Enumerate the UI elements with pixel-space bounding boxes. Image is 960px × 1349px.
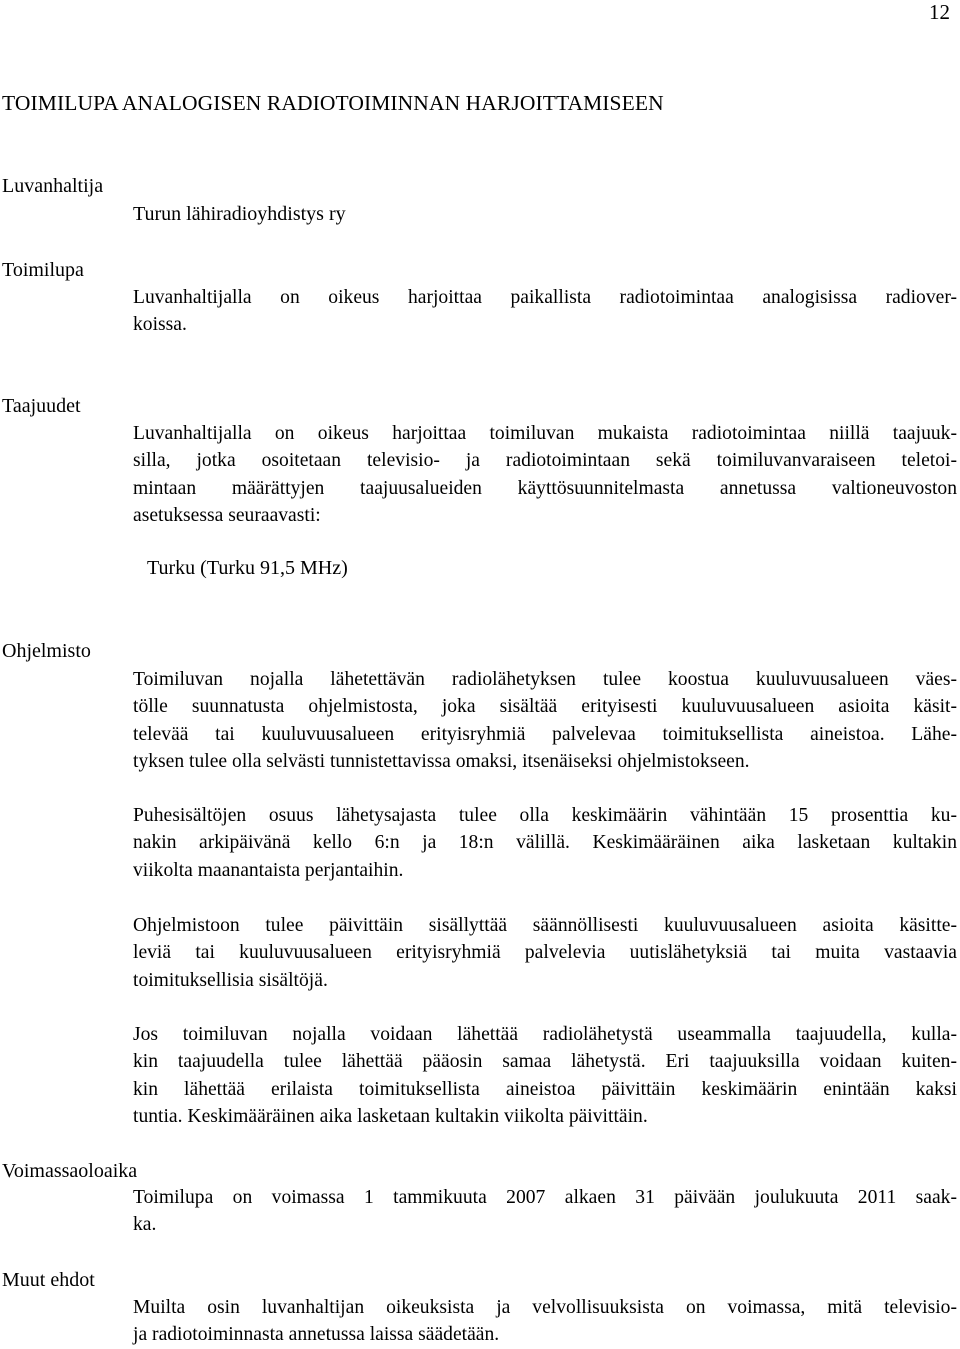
station-frequency: Turku (Turku 91,5 MHz)	[147, 557, 348, 579]
validity-text	[133, 1184, 957, 1239]
license-text	[133, 284, 957, 339]
text-line: Puhesisältöjen osuus lähetysajasta tulee olla keskimäärin vähintään 15 prosenttia ku-	[133, 805, 957, 826]
text-line: toimituksellisia sisältöjä.	[133, 969, 328, 991]
programming-label: Ohjelmisto	[2, 640, 91, 662]
license-label: Toimilupa	[2, 259, 84, 281]
text-line: Jos toimiluvan nojalla voidaan lähettää radiolähetystä useammalla taajuudella, kulla-	[133, 1024, 957, 1045]
frequencies-text	[133, 420, 957, 529]
text-line: tyksen tulee olla selvästi tunnistettavissa omaksi, itsenäiseksi ohjelmistokseen.	[133, 750, 750, 772]
text-line: televää tai kuuluvuusalueen erityisryhmiä palvelevaa toimituksellista aineistoa. Lähe-	[133, 723, 957, 745]
text-line: nakin arkipäivänä kello 6:n ja 18:n välillä. Keskimääräinen aika lasketaan kultakin	[133, 832, 957, 854]
text-line: Muilta osin luvanhaltijan oikeuksista ja velvollisuuksista on voimassa, mitä televisio-	[133, 1297, 957, 1318]
licensee-label: Luvanhaltija	[2, 175, 104, 197]
text-line: silla, jotka osoitetaan televisio- ja radiotoimintaan sekä toimiluvanvaraiseen teletoi-	[133, 450, 957, 472]
programming-paragraph-3	[133, 912, 957, 994]
document-title: TOIMILUPA ANALOGISEN RADIOTOIMINNAN HARJOITTAMISEEN	[2, 91, 664, 115]
text-line: ka.	[133, 1214, 157, 1236]
text-line: koissa.	[133, 314, 187, 336]
text-line: kin lähettää erilaista toimituksellista aineistoa päivittäin keskimäärin enintään kaksi	[133, 1078, 957, 1100]
text-line: Luvanhaltijalla on oikeus harjoittaa paikallista radiotoimintaa analogisissa radiover-	[133, 287, 957, 308]
licensee-value: Turun lähiradioyhdistys ry	[133, 203, 346, 225]
text-line: Ohjelmistoon tulee päivittäin sisällyttää säännöllisesti kuuluvuusalueen asioita käsitte-	[133, 915, 957, 936]
text-line: Luvanhaltijalla on oikeus harjoittaa toimiluvan mukaista radiotoimintaa niillä taajuuk-	[133, 423, 957, 444]
text-line: tuntia. Keskimääräinen aika lasketaan kultakin viikolta päivittäin.	[133, 1105, 648, 1127]
text-line: mintaan määrättyjen taajuusalueiden käyttösuunnitelmasta annetussa valtioneuvoston	[133, 477, 957, 499]
text-line: ja radiotoiminnasta annetussa laissa säädetään.	[133, 1324, 500, 1346]
programming-paragraph-2	[133, 802, 957, 884]
text-line: asetuksessa seuraavasti:	[133, 504, 321, 526]
validity-label: Voimassaoloaika	[2, 1160, 138, 1182]
text-line: tölle suunnatusta ohjelmistosta, joka sisältää erityisesti kuuluvuusalueen asioita käsit-	[133, 696, 957, 718]
programming-paragraph-1	[133, 666, 957, 775]
text-line: Toimilupa on voimassa 1 tammikuuta 2007 alkaen 31 päivään joulukuuta 2011 saak-	[133, 1187, 957, 1208]
text-line: Toimiluvan nojalla lähetettävän radiolähetyksen tulee koostua kuuluvuusalueen väes-	[133, 669, 957, 690]
page-number: 12	[929, 0, 950, 24]
frequencies-label: Taajuudet	[2, 395, 81, 417]
text-line: kin taajuudella tulee lähettää pääosin samaa lähetystä. Eri taajuuksilla voidaan kuiten-	[133, 1051, 957, 1073]
other-terms-text	[133, 1294, 957, 1349]
text-line: leviä tai kuuluvuusalueen erityisryhmiä palvelevia uutislähetyksiä tai muita vastaavia	[133, 942, 957, 964]
text-line: viikolta maanantaista perjantaihin.	[133, 859, 404, 881]
other-terms-label: Muut ehdot	[2, 1269, 95, 1291]
programming-paragraph-4	[133, 1021, 957, 1130]
